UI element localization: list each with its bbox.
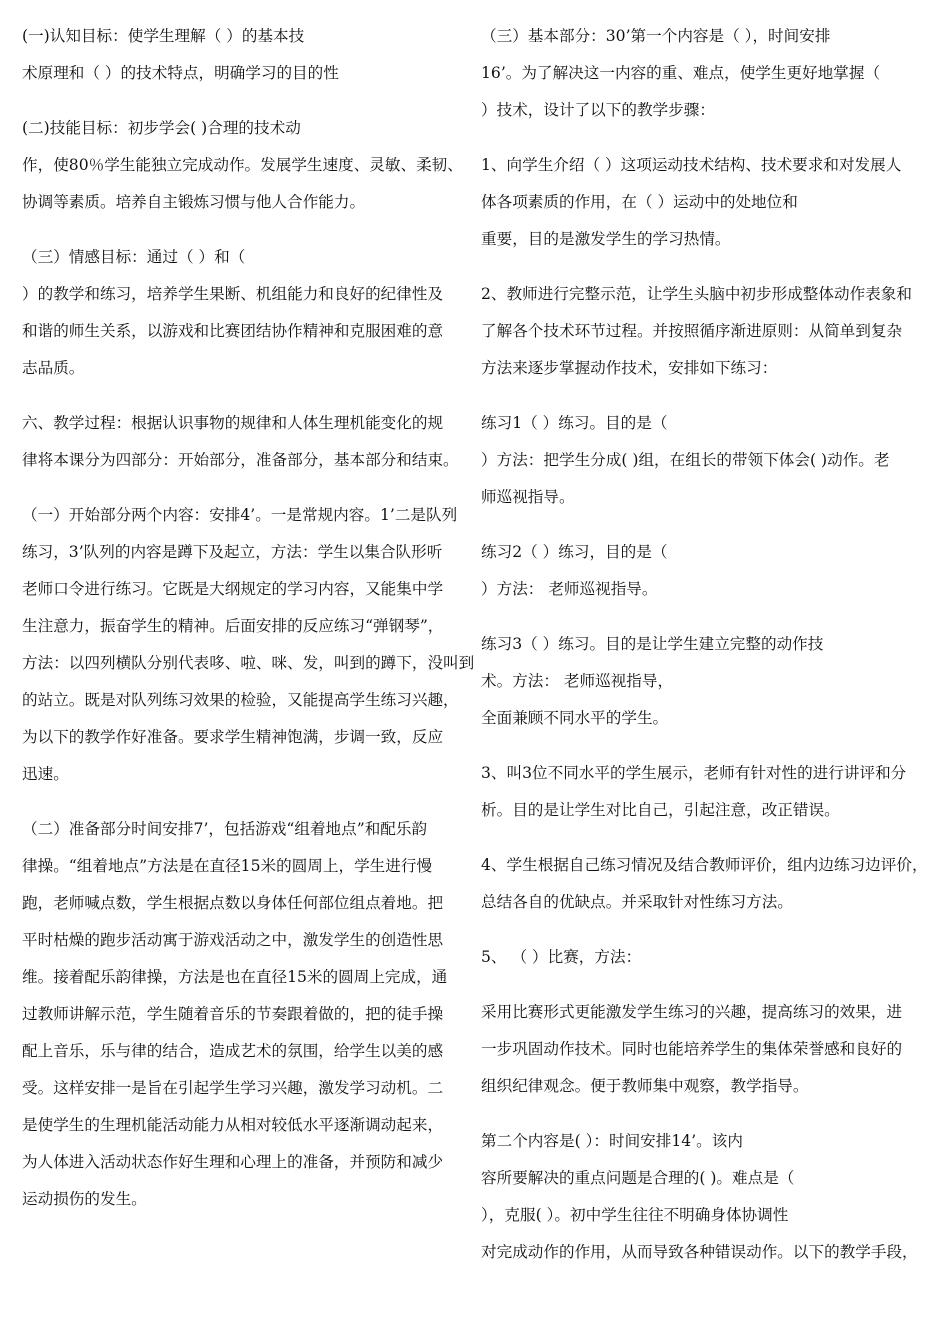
text-line: 总结各自的优缺点。并采取针对性练习方法。 (481, 893, 793, 911)
text-line: 采用比赛形式更能激发学生练习的兴趣，提高练习的效果，进 (481, 1003, 903, 1021)
paragraph-practice-3 (481, 626, 931, 737)
text-line: 维。接着配乐韵律操，方法是也在直径15米的圆周上完成，通 (22, 968, 448, 986)
text-line: （二）准备部分时间安排7’，包括游戏“组着地点”和配乐韵 (22, 820, 428, 838)
text-line: 2、教师进行完整示范，让学生头脑中初步形成整体动作表象和 (481, 285, 912, 303)
text-line: (二)技能目标：初步学会( )合理的技术动 (22, 119, 301, 137)
paragraph-emotion-goal (22, 239, 470, 387)
text-line: 1、向学生介绍（ ）这项运动技术结构、技术要求和对发展人 (481, 156, 902, 174)
text-line: 3、叫3位不同水平的学生展示，老师有针对性的进行讲评和分 (481, 764, 907, 782)
text-line: 志品质。 (22, 359, 85, 377)
text-line: 跑，老师喊点数，学生根据点数以身体任何部位组点着地。把 (22, 894, 444, 912)
text-line: 体各项素质的作用，在（ ）运动中的处地位和 (481, 193, 798, 211)
text-line: 为以下的教学作好准备。要求学生精神饱满，步调一致，反应 (22, 728, 444, 746)
text-line: 重要，目的是激发学生的学习热情。 (481, 230, 731, 248)
text-line: 4、学生根据自己练习情况及结合教师评价，组内边练习边评价， (481, 856, 928, 874)
text-line: ）方法： 老师巡视指导。 (481, 580, 658, 598)
right-column (481, 18, 931, 1271)
text-line: 练习2（ ）练习，目的是（ (481, 543, 668, 561)
text-line: 平时枯燥的跑步活动寓于游戏活动之中，激发学生的创造性思 (22, 931, 444, 949)
text-line: 师巡视指导。 (481, 488, 575, 506)
text-line: 生注意力，振奋学生的精神。后面安排的反应练习“弹钢琴”， (22, 617, 444, 635)
paragraph-step-3 (481, 755, 931, 829)
paragraph-preparation-part (22, 811, 470, 1218)
paragraph-step-2 (481, 276, 931, 387)
paragraph-cognitive-goal (22, 18, 470, 92)
text-line: 配上音乐，乐与律的结合，造成艺术的氛围，给学生以美的感 (22, 1042, 444, 1060)
text-line: （三）情感目标：通过（ ）和（ (22, 248, 246, 266)
paragraph-competition (481, 994, 931, 1105)
text-line: 为人体进入活动状态作好生理和心理上的准备，并预防和减少 (22, 1153, 444, 1171)
paragraph-opening-part (22, 497, 475, 793)
text-line: 练习3（ ）练习。目的是让学生建立完整的动作技 (481, 635, 824, 653)
text-line: 第二个内容是( ）：时间安排14’。该内 (481, 1132, 743, 1150)
text-line: 术原理和（ ）的技术特点，明确学习的目的性 (22, 64, 339, 82)
text-line: 律操。“组着地点”方法是在直径15米的圆周上，学生进行慢 (22, 857, 433, 875)
text-line: 老师口令进行练习。它既是大纲规定的学习内容，又能集中学 (22, 580, 444, 598)
text-line: 和谐的师生关系，以游戏和比赛团结协作精神和克服困难的意 (22, 322, 444, 340)
text-line: 容所要解决的重点问题是合理的( )。难点是（ (481, 1169, 795, 1187)
text-line: 全面兼顾不同水平的学生。 (481, 709, 669, 727)
paragraph-practice-1 (481, 405, 931, 516)
text-line: （一）开始部分两个内容：安排4’。一是常规内容。1’二是队列 (22, 506, 458, 524)
text-line: 练习，3’队列的内容是蹲下及起立，方法：学生以集合队形听 (22, 543, 443, 561)
text-line: 练习1（ ）练习。目的是（ (481, 414, 668, 432)
text-line: 受。这样安排一是旨在引起学生学习兴趣，激发学习动机。二 (22, 1079, 444, 1097)
text-line: (一)认知目标：使学生理解（ ）的基本技 (22, 27, 305, 45)
text-line: 运动损伤的发生。 (22, 1190, 147, 1208)
text-line: 一步巩固动作技术。同时也能培养学生的集体荣誉感和良好的 (481, 1040, 903, 1058)
text-line: 了解各个技术环节过程。并按照循序渐进原则：从简单到复杂 (481, 322, 903, 340)
paragraph-second-content (481, 1123, 931, 1271)
text-line: 是使学生的生理机能活动能力从相对较低水平逐渐调动起来， (22, 1116, 444, 1134)
text-line: （三）基本部分：30’第一个内容是（ ），时间安排 (481, 27, 831, 45)
text-line: 组织纪律观念。便于教师集中观察，教学指导。 (481, 1077, 809, 1095)
text-line: 方法来逐步掌握动作技术，安排如下练习： (481, 359, 778, 377)
text-line: 过教师讲解示范，学生随着音乐的节奏跟着做的，把的徒手操 (22, 1005, 444, 1023)
text-line: 方法：以四列横队分别代表哆、啦、咪、发，叫到的蹲下，没叫到 (22, 654, 475, 672)
text-line: 析。目的是让学生对比自己，引起注意，改正错误。 (481, 801, 840, 819)
text-line: 的站立。既是对队列练习效果的检验，又能提高学生练习兴趣， (22, 691, 459, 709)
text-line: 5、 （ ）比赛，方法： (481, 948, 642, 966)
text-line: 协调等素质。培养自主锻炼习惯与他人合作能力。 (22, 193, 366, 211)
paragraph-teaching-process (22, 405, 470, 479)
text-line: 律将本课分为四部分：开始部分，准备部分，基本部分和结束。 (22, 451, 459, 469)
text-line: ）技术，设计了以下的教学步骤： (481, 101, 715, 119)
text-line: ）方法：把学生分成( )组，在组长的带领下体会( )动作。老 (481, 451, 890, 469)
text-line: ）的教学和练习，培养学生果断、机组能力和良好的纪律性及 (22, 285, 444, 303)
paragraph-basic-part (481, 18, 931, 129)
text-line: 16’。为了解决这一内容的重、难点，使学生更好地掌握（ (481, 64, 881, 82)
left-column (22, 18, 475, 1218)
paragraph-step-5 (481, 939, 931, 976)
paragraph-skill-goal (22, 110, 470, 221)
text-line: 对完成动作的作用，从而导致各种错误动作。以下的教学手段， (481, 1243, 918, 1261)
paragraph-step-4 (481, 847, 931, 921)
text-line: 作，使80％学生能独立完成动作。发展学生速度、灵敏、柔韧、 (22, 156, 463, 174)
text-line: ），克服( ）。初中学生往往不明确身体协调性 (481, 1206, 789, 1224)
text-line: 六、教学过程：根据认识事物的规律和人体生理机能变化的规 (22, 414, 444, 432)
text-line: 迅速。 (22, 765, 69, 783)
text-line: 术。方法： 老师巡视指导， (481, 672, 674, 690)
paragraph-step-1 (481, 147, 931, 258)
paragraph-practice-2 (481, 534, 931, 608)
